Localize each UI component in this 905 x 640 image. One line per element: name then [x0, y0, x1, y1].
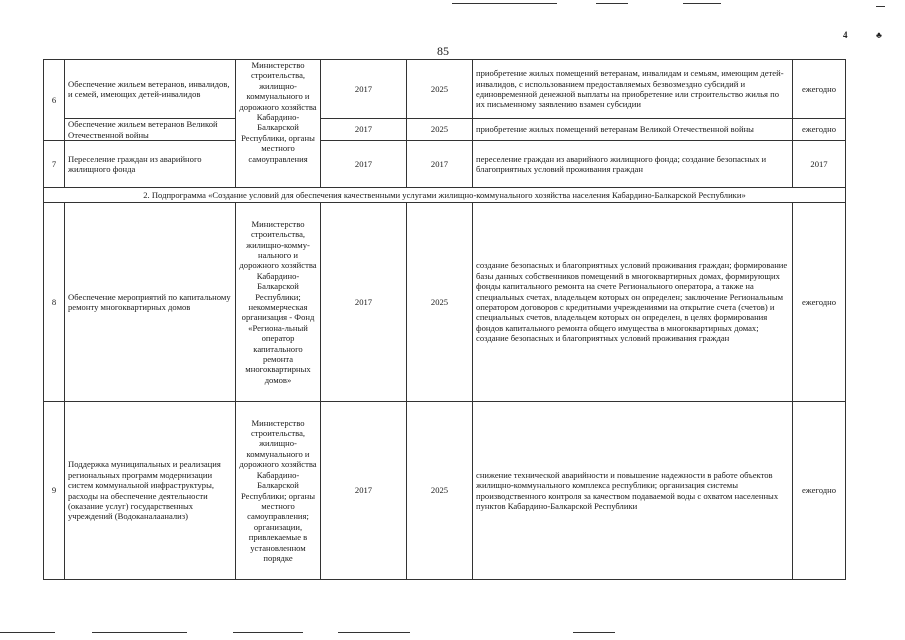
- event-name: Обеспечение мероприятий по капитальному ремонту многоквартирных домов: [65, 203, 236, 402]
- periodicity: ежегодно: [793, 60, 846, 119]
- bottom-scan-mark: [573, 632, 615, 633]
- expected-result: приобретение жилых помещений ветеранам, инвалидам и семьям, имеющим детей-инвалидов, с использованием предоставляемых безвозмездно субсидий и единовременной денежной выплаты на приобретение или строительство жилья по их письменному заявлению взамен субсидии: [473, 60, 793, 119]
- expected-result: снижение технической аварийности и повышение надежности в работе объектов жилищно-коммунального комплекса республики; организация системы производственного контроля за качеством подаваемой воды с охватом населенных пунктов Кабардино-Балкарской Республики: [473, 402, 793, 580]
- row-number: 6: [44, 60, 65, 141]
- end-year: 2017: [407, 141, 473, 188]
- table-row: [44, 402, 846, 580]
- row-number: 8: [44, 203, 65, 402]
- periodicity: ежегодно: [793, 402, 846, 580]
- periodicity: 2017: [793, 141, 846, 188]
- top-scan-mark: [876, 6, 885, 7]
- table-row: [44, 203, 846, 402]
- bottom-scan-mark: [92, 632, 187, 633]
- end-year: 2025: [407, 60, 473, 119]
- corner-mark: 4: [843, 30, 848, 40]
- event-name: Обеспечение жильем ветеранов, инвалидов, и семей, имеющих детей-инвалидов: [65, 60, 236, 119]
- table-row: [44, 60, 846, 119]
- event-name: Поддержка муниципальных и реализация региональных программ модернизации систем коммунальной инфраструктуры, расходы на обеспечение деятельности (оказание услуг) государственных учреждений (Водоканалаанализ): [65, 402, 236, 580]
- table-row: [44, 141, 846, 188]
- expected-result: приобретение жилых помещений ветеранам Великой Отечественной войны: [473, 119, 793, 141]
- start-year: 2017: [321, 203, 407, 402]
- event-name: Переселение граждан из аварийного жилищного фонда: [65, 141, 236, 188]
- expected-result: переселение граждан из аварийного жилищного фонда; создание безопасных и благоприятных условий проживания граждан: [473, 141, 793, 188]
- top-scan-mark: [596, 3, 628, 4]
- top-scan-mark: [683, 3, 721, 4]
- start-year: 2017: [321, 60, 407, 119]
- subprogram-row: [44, 188, 846, 203]
- executor-cell: Министерство строительства, жилищно-коммунального и дорожного хозяйства Кабардино-Балкарской Республики, органы местного самоуправления: [236, 60, 321, 188]
- start-year: 2017: [321, 119, 407, 141]
- expected-result: создание безопасных и благоприятных условий проживания граждан; формирование базы данных собственников помещений в многоквартирных домах, формирующих фонды капитального ремонта на счете Регионального оператора, а также на специальных счетах, владельцем которых он определен; заключение Региональным оператором договоров с кредитными учреждениями на открытие счета (счетов) и специальных счетов, владельцем которых он определен, в целях формирования фондов капитального ремонта общего имущества в многоквартирных домах; создание безопасных и благоприятных условий проживания граждан: [473, 203, 793, 402]
- row-number: 9: [44, 402, 65, 580]
- end-year: 2025: [407, 119, 473, 141]
- start-year: 2017: [321, 141, 407, 188]
- bottom-scan-mark: [233, 632, 303, 633]
- subprogram-title: 2. Подпрограмма «Создание условий для обеспечения качественными услугами жилищно-коммунального хозяйства населения Кабардино-Балкарской Республики»: [44, 188, 846, 203]
- end-year: 2025: [407, 203, 473, 402]
- table-row: [44, 119, 846, 141]
- periodicity: ежегодно: [793, 203, 846, 402]
- executor-cell: Министерство строительства, жилищно-комму-нального и дорожного хозяйства Кабардино-Балкарской Республики; некоммерческая организация - Фонд «Региона-льный оператор капитального ремонта многоквартирных домов»: [236, 203, 321, 402]
- bottom-scan-mark: [338, 632, 410, 633]
- program-events-table: [43, 59, 846, 580]
- executor-cell: Министерство строительства, жилищно-коммунального и дорожного хозяйства Кабардино-Балкарской Республики; органы местного самоуправления; организации, привлекаемые в установленном порядке: [236, 402, 321, 580]
- row-number: 7: [44, 141, 65, 188]
- periodicity: ежегодно: [793, 119, 846, 141]
- corner-mark: ♣: [876, 30, 882, 40]
- bottom-scan-mark: [0, 632, 55, 633]
- event-name: Обеспечение жильем ветеранов Великой Отечественной войны: [65, 119, 236, 141]
- start-year: 2017: [321, 402, 407, 580]
- page-number: 85: [437, 44, 449, 58]
- top-scan-mark: [452, 3, 557, 4]
- end-year: 2025: [407, 402, 473, 580]
